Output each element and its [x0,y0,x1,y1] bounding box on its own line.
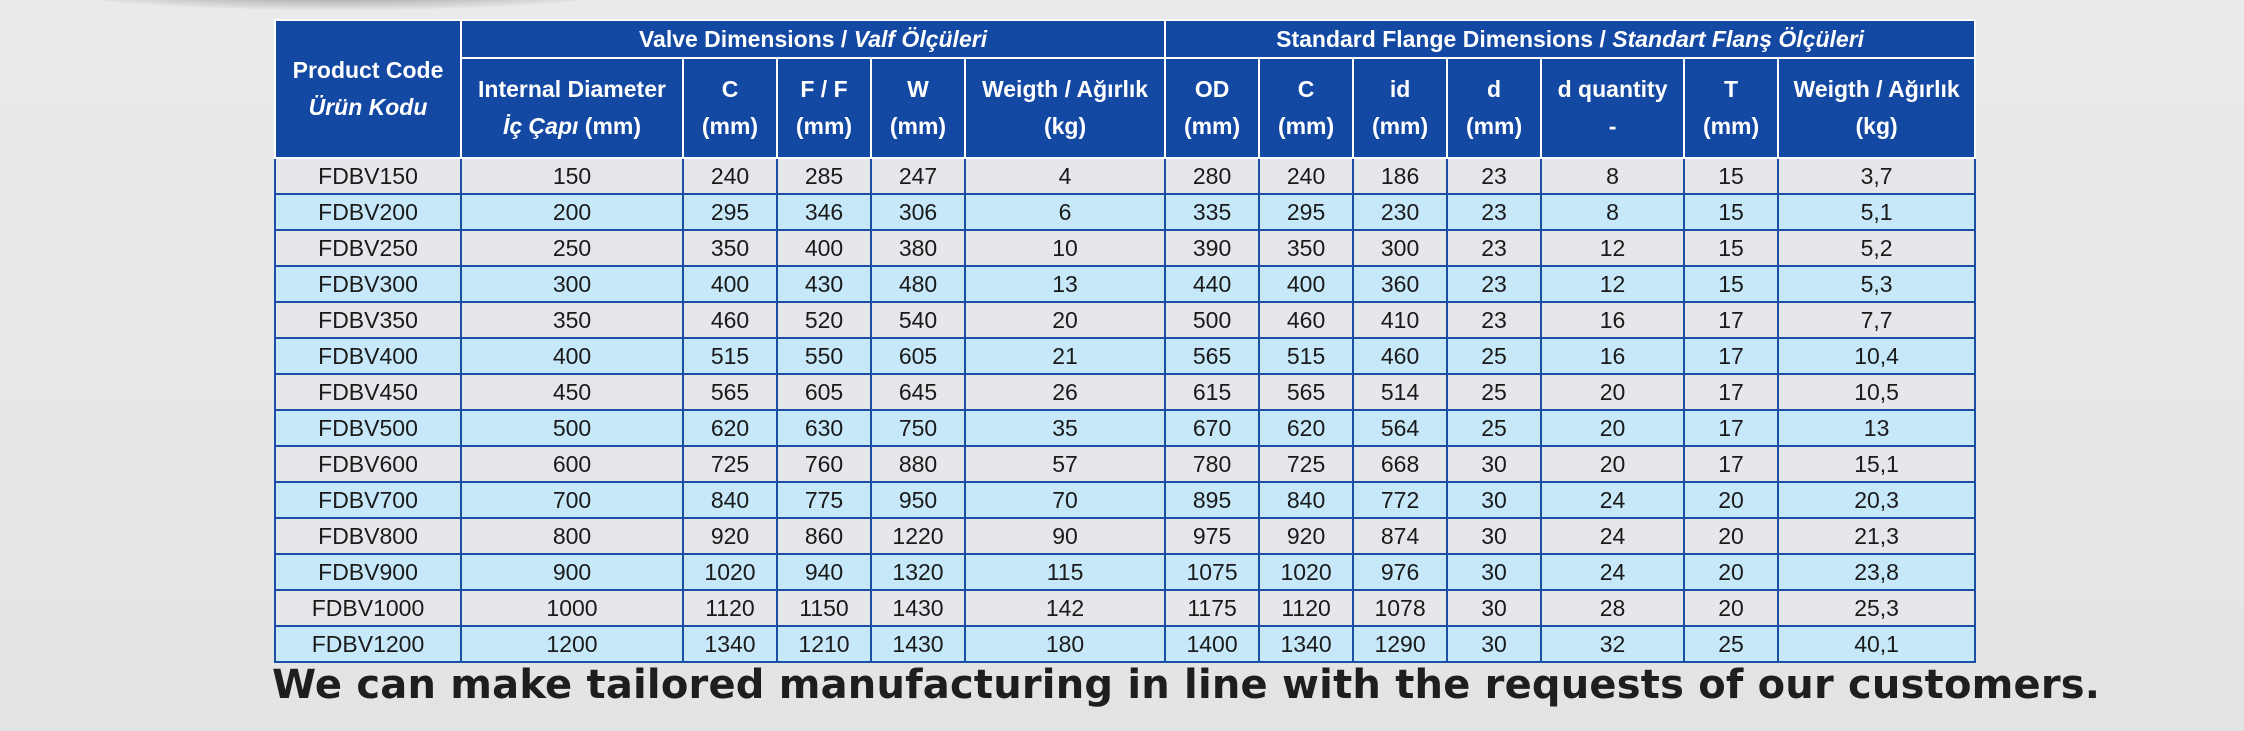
product-code-cell: FDBV500 [275,410,461,446]
table-row [275,482,1975,518]
table-cell: 1340 [683,626,777,662]
column-header-line1: d quantity [1557,76,1668,102]
column-header-line2 [1542,108,1683,145]
table-cell: 1020 [683,554,777,590]
table-cell: 6 [965,194,1165,230]
table-cell: 57 [965,446,1165,482]
table-cell: 1120 [683,590,777,626]
column-header-unit: (mm) [1277,113,1335,139]
column-header [1353,58,1447,158]
table-cell: 430 [777,266,871,302]
table-cell: 115 [965,554,1165,590]
table-cell: 335 [1165,194,1259,230]
product-code-cell: FDBV600 [275,446,461,482]
table-cell: 515 [1259,338,1353,374]
table-cell: 1120 [1259,590,1353,626]
table-cell: 15,1 [1778,446,1975,482]
column-header-unit: (kg) [1043,113,1087,139]
table-cell: 400 [777,230,871,266]
table-row [275,518,1975,554]
table-row [275,626,1975,662]
table-cell: 605 [871,338,965,374]
table-cell: 20 [1541,374,1684,410]
table-cell: 300 [461,266,683,302]
column-header [1447,58,1541,158]
footer-note: We can make tailored manufacturing in line with the requests of our customers. [272,662,2101,708]
column-header-line2 [462,108,682,145]
table-cell: 30 [1447,482,1541,518]
table-cell: 40,1 [1778,626,1975,662]
table-cell: 975 [1165,518,1259,554]
column-header-line2 [966,108,1164,145]
table-cell: 605 [777,374,871,410]
column-header-line2 [1166,108,1258,145]
table-cell: 840 [1259,482,1353,518]
table-cell: 5,2 [1778,230,1975,266]
table-cell: 20,3 [1778,482,1975,518]
table-cell: 1175 [1165,590,1259,626]
product-code-cell: FDBV700 [275,482,461,518]
column-header-line1: Weigth / Ağırlık [981,76,1149,102]
table-cell: 750 [871,410,965,446]
flange-dimensions-group-header [1165,20,1975,58]
table-row [275,158,1975,194]
column-header [1541,58,1684,158]
table-row [275,554,1975,590]
table-cell: 565 [683,374,777,410]
table-cell: 21,3 [1778,518,1975,554]
table-cell: 295 [1259,194,1353,230]
table-cell: 20 [1541,446,1684,482]
table-cell: 23 [1447,194,1541,230]
table-cell: 306 [871,194,965,230]
column-header-line1: C [1297,76,1315,102]
table-cell: 24 [1541,554,1684,590]
product-code-cell: FDBV450 [275,374,461,410]
table-cell: 17 [1684,374,1778,410]
product-code-cell: FDBV800 [275,518,461,554]
table-row [275,338,1975,374]
table-cell: 30 [1447,554,1541,590]
table-cell: 1400 [1165,626,1259,662]
table-body [275,158,1975,662]
table-cell: 440 [1165,266,1259,302]
table-cell: 900 [461,554,683,590]
column-header-line2 [778,108,870,145]
table-cell: 400 [1259,266,1353,302]
table-cell: 880 [871,446,965,482]
table-cell: 772 [1353,482,1447,518]
table-cell: 20 [1684,590,1778,626]
column-header-line1: W [907,76,929,102]
column-header [1778,58,1975,158]
column-header-line1: d [1487,76,1502,102]
table-cell: 20 [965,302,1165,338]
product-code-cell: FDBV1000 [275,590,461,626]
product-code-header-tr: Ürün Kodu [308,94,428,120]
table-cell: 23,8 [1778,554,1975,590]
table-cell: 285 [777,158,871,194]
table-cell: 240 [1259,158,1353,194]
column-header-line2 [684,108,776,145]
column-header-line2 [1354,108,1446,145]
table-cell: 4 [965,158,1165,194]
table-cell: 25 [1447,338,1541,374]
column-header-unit: (mm) [1702,113,1760,139]
table-cell: 620 [1259,410,1353,446]
table-cell: 180 [965,626,1165,662]
table-row [275,590,1975,626]
table-cell: 8 [1541,158,1684,194]
table-cell: 600 [461,446,683,482]
table-cell: 1150 [777,590,871,626]
table-cell: 15 [1684,158,1778,194]
table-cell: 12 [1541,230,1684,266]
product-code-cell: FDBV150 [275,158,461,194]
column-header-tr-label: İç Çapı [502,113,579,139]
column-header-line1: OD [1194,76,1230,102]
table-cell: 300 [1353,230,1447,266]
table-cell: 247 [871,158,965,194]
table-cell: 35 [965,410,1165,446]
table-cell: 645 [871,374,965,410]
table-cell: 15 [1684,194,1778,230]
table-cell: 564 [1353,410,1447,446]
table-cell: 860 [777,518,871,554]
product-code-header-en: Product Code [292,57,444,83]
table-cell: 17 [1684,446,1778,482]
table-cell: 1340 [1259,626,1353,662]
table-cell: 1078 [1353,590,1447,626]
column-header-unit: - [1608,113,1617,139]
product-code-cell: FDBV900 [275,554,461,590]
column-header-line2 [1685,108,1777,145]
decorative-swoosh [60,0,620,10]
table-cell: 28 [1541,590,1684,626]
table-cell: 25 [1447,374,1541,410]
table-cell: 30 [1447,626,1541,662]
table-cell: 630 [777,410,871,446]
table-cell: 17 [1684,410,1778,446]
table-cell: 142 [965,590,1165,626]
table-cell: 5,1 [1778,194,1975,230]
table-cell: 230 [1353,194,1447,230]
table-cell: 186 [1353,158,1447,194]
column-header [461,58,683,158]
table-cell: 23 [1447,230,1541,266]
table-cell: 200 [461,194,683,230]
table-cell: 250 [461,230,683,266]
column-header-line1: F / F [800,76,848,102]
table-cell: 620 [683,410,777,446]
product-code-cell: FDBV1200 [275,626,461,662]
table-cell: 700 [461,482,683,518]
table-cell: 775 [777,482,871,518]
column-header-unit: (mm) [1465,113,1523,139]
table-cell: 520 [777,302,871,338]
table-cell: 8 [1541,194,1684,230]
product-code-cell: FDBV300 [275,266,461,302]
table-cell: 500 [461,410,683,446]
table-cell: 25 [1684,626,1778,662]
column-header-row [275,58,1975,158]
table-cell: 725 [683,446,777,482]
table-cell: 360 [1353,266,1447,302]
table-cell: 800 [461,518,683,554]
table-cell: 840 [683,482,777,518]
table-cell: 3,7 [1778,158,1975,194]
table-cell: 5,3 [1778,266,1975,302]
table-cell: 1075 [1165,554,1259,590]
table-cell: 20 [1684,518,1778,554]
product-code-cell: FDBV400 [275,338,461,374]
table-cell: 460 [1259,302,1353,338]
valve-group-tr: Valf Ölçüleri [853,25,988,52]
dimensions-table [274,19,1976,663]
table-cell: 24 [1541,518,1684,554]
table-cell: 30 [1447,446,1541,482]
table-cell: 780 [1165,446,1259,482]
table-cell: 346 [777,194,871,230]
product-code-cell: FDBV250 [275,230,461,266]
table-cell: 500 [1165,302,1259,338]
table-cell: 1290 [1353,626,1447,662]
table-cell: 1320 [871,554,965,590]
table-cell: 540 [871,302,965,338]
valve-dimensions-group-header [461,20,1165,58]
valve-group-en: Valve Dimensions / [638,25,854,52]
table-cell: 1000 [461,590,683,626]
table-cell: 1210 [777,626,871,662]
table-cell: 17 [1684,302,1778,338]
column-header-unit: (mm) [889,113,947,139]
table-cell: 13 [965,266,1165,302]
table-cell: 460 [1353,338,1447,374]
table-cell: 240 [683,158,777,194]
table-cell: 20 [1541,410,1684,446]
table-cell: 10,4 [1778,338,1975,374]
flange-group-tr: Standart Flanş Ölçüleri [1612,25,1865,52]
table-row [275,374,1975,410]
flange-group-en: Standard Flange Dimensions / [1276,25,1613,52]
column-header [683,58,777,158]
product-code-cell: FDBV350 [275,302,461,338]
table-cell: 150 [461,158,683,194]
table-row [275,194,1975,230]
table-cell: 895 [1165,482,1259,518]
table-cell: 15 [1684,266,1778,302]
column-header-line1: C [721,76,739,102]
table-cell: 90 [965,518,1165,554]
column-header-line1: T [1724,76,1739,102]
table-cell: 13 [1778,410,1975,446]
column-header [1259,58,1353,158]
table-cell: 410 [1353,302,1447,338]
table-cell: 976 [1353,554,1447,590]
table-cell: 515 [683,338,777,374]
table-cell: 450 [461,374,683,410]
table-cell: 390 [1165,230,1259,266]
table-cell: 1220 [871,518,965,554]
table-cell: 920 [1259,518,1353,554]
column-header-unit: (mm) [1371,113,1429,139]
table-cell: 20 [1684,482,1778,518]
column-header-unit: (mm) [795,113,853,139]
table-row [275,230,1975,266]
table-cell: 874 [1353,518,1447,554]
table-cell: 12 [1541,266,1684,302]
table-cell: 950 [871,482,965,518]
table-cell: 350 [461,302,683,338]
table-cell: 1430 [871,590,965,626]
column-header-unit: (mm) [578,113,642,139]
table-cell: 400 [461,338,683,374]
table-cell: 10,5 [1778,374,1975,410]
column-header [871,58,965,158]
table-cell: 760 [777,446,871,482]
table-cell: 480 [871,266,965,302]
table-cell: 70 [965,482,1165,518]
table-cell: 668 [1353,446,1447,482]
column-header [965,58,1165,158]
table-cell: 725 [1259,446,1353,482]
table-cell: 1020 [1259,554,1353,590]
table-cell: 26 [965,374,1165,410]
table-cell: 400 [683,266,777,302]
table-cell: 30 [1447,590,1541,626]
column-header-line2 [1779,108,1974,145]
column-header [777,58,871,158]
column-header-unit: (kg) [1855,113,1898,139]
table-cell: 10 [965,230,1165,266]
table-cell: 25,3 [1778,590,1975,626]
table-cell: 20 [1684,554,1778,590]
table-cell: 25 [1447,410,1541,446]
product-code-cell: FDBV200 [275,194,461,230]
table-cell: 23 [1447,266,1541,302]
table-row [275,302,1975,338]
table-row [275,410,1975,446]
table-cell: 550 [777,338,871,374]
table-cell: 350 [683,230,777,266]
table-cell: 350 [1259,230,1353,266]
table-cell: 23 [1447,302,1541,338]
table-cell: 23 [1447,158,1541,194]
column-header-unit: (mm) [701,113,759,139]
table-cell: 7,7 [1778,302,1975,338]
table-cell: 565 [1165,338,1259,374]
product-code-header [275,20,461,158]
table-cell: 940 [777,554,871,590]
table-cell: 920 [683,518,777,554]
table-cell: 1430 [871,626,965,662]
column-header-unit: (mm) [1183,113,1241,139]
table-cell: 460 [683,302,777,338]
table-cell: 16 [1541,302,1684,338]
table-cell: 615 [1165,374,1259,410]
column-header-line1: id [1389,76,1411,102]
table-cell: 380 [871,230,965,266]
table-cell: 15 [1684,230,1778,266]
table-cell: 565 [1259,374,1353,410]
column-header-line1: Weigth / Ağırlık [1793,76,1960,102]
table-cell: 30 [1447,518,1541,554]
table-row [275,446,1975,482]
column-header-line2 [872,108,964,145]
column-header [1684,58,1778,158]
table-row [275,266,1975,302]
table-cell: 21 [965,338,1165,374]
table-cell: 32 [1541,626,1684,662]
column-header-line1: Internal Diameter [478,76,666,102]
table-cell: 514 [1353,374,1447,410]
table-cell: 1200 [461,626,683,662]
table-cell: 670 [1165,410,1259,446]
table-cell: 17 [1684,338,1778,374]
table-cell: 295 [683,194,777,230]
column-header-line2 [1260,108,1352,145]
column-header-line2 [1448,108,1540,145]
table-cell: 280 [1165,158,1259,194]
table-cell: 16 [1541,338,1684,374]
table-cell: 24 [1541,482,1684,518]
column-header [1165,58,1259,158]
